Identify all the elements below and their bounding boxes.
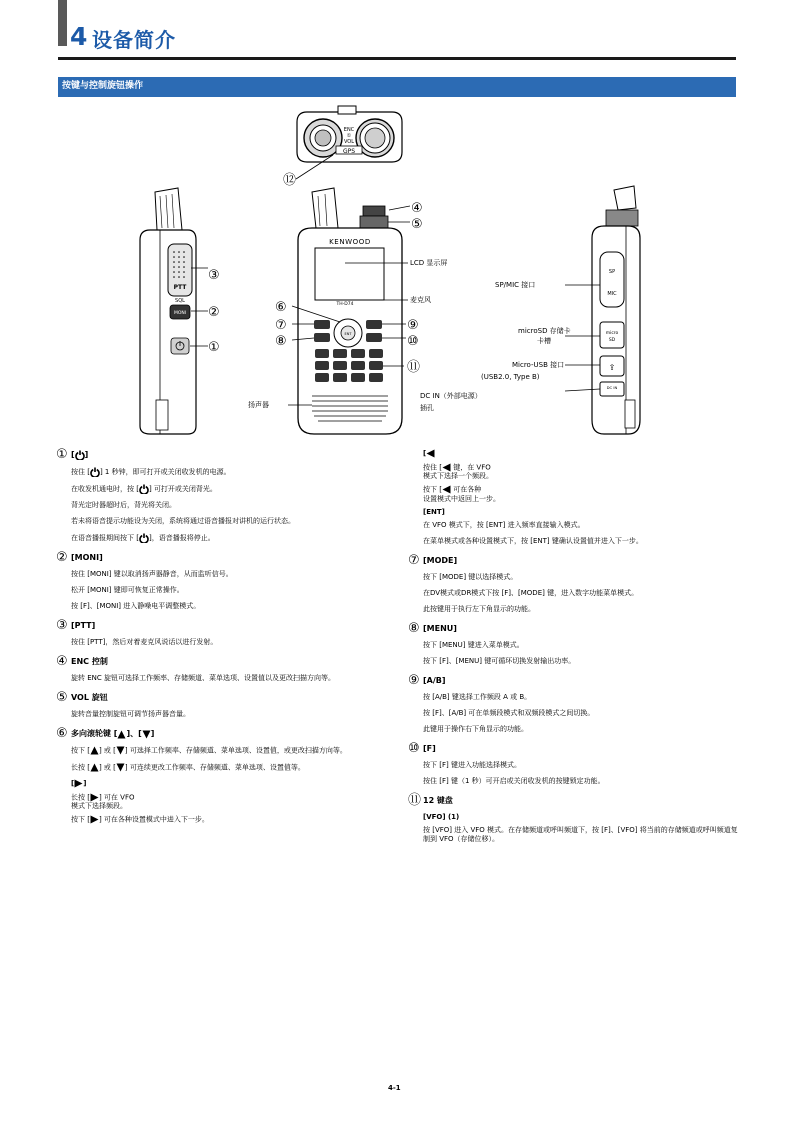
section-bar <box>58 77 736 97</box>
callout-3: ③ <box>208 268 220 283</box>
item-5-text-1: 旋转音量控制旋钮可调节扬声器音量。 <box>71 710 190 718</box>
item-10-text-1: 按下 [F] 键进入功能选择模式。 <box>423 760 521 769</box>
microphone-label: 麦克风 <box>410 296 431 304</box>
triangle-down-icon <box>142 730 151 739</box>
section-title: 按键与控制旋钮操作 <box>62 81 144 91</box>
item-1-text-3: 背光定时器超时后，背光将关闭。 <box>71 501 176 509</box>
item-1-text-5: 在语音播报期间按下 [ ]，语音播报将停止。 <box>71 534 215 542</box>
item-6-text-4: 按下 [ ] 可在各种设置模式中进入下一步。 <box>71 815 209 824</box>
moni-label: MONI <box>173 311 187 316</box>
triangle-up-icon <box>90 763 99 772</box>
item-9-heading: ⑨ [A/B] <box>408 672 446 688</box>
callout-11: ⑪ <box>407 360 421 375</box>
item-9-text-2: 按 [F]、[A/B] 可在单频段模式和双频段模式之间切换。 <box>423 708 595 717</box>
item-8-text-2: 按下 [F]、[MENU] 键可循环切换发射输出功率。 <box>423 656 576 665</box>
callout-4: ④ <box>411 201 423 216</box>
triangle-down-icon <box>116 763 125 772</box>
item-7-heading: ⑦ [MODE] <box>408 552 458 568</box>
callout-6: ⑥ <box>275 300 287 315</box>
sql-label: SQL <box>175 298 185 304</box>
model-label: TH-D74 <box>336 302 354 307</box>
triangle-right-icon <box>90 793 99 802</box>
dc-jack-label: 插孔 <box>420 404 434 412</box>
item-7-text-2: 在DV模式或DR模式下按 [F]、[MODE] 键，进入数字功能菜单模式。 <box>423 588 639 597</box>
usb-icon: ⇪ <box>608 363 616 372</box>
top-ring-label: ① <box>346 133 352 139</box>
item-6-text-3: 长按 [ ] 可在 VFO 模式下选择频段。 <box>71 793 135 810</box>
microsd-slot-label-2: SD <box>608 338 616 343</box>
right-column <box>408 446 743 851</box>
power-icon <box>90 467 100 477</box>
power-icon <box>75 450 85 460</box>
item-2-text-1: 按住 [MONI] 键以取消扬声器静音，从而监听信号。 <box>71 570 233 578</box>
callout-8: ⑧ <box>275 334 287 349</box>
microsd-slot-label-1: micro <box>605 331 619 336</box>
item-11-text-1: 按 [VFO] 进入 VFO 模式。在存储频道或呼叫频道下，按 [F]、[VFO] 将当前的存储频道或呼叫频道复制到 VFO（存储位移）。 <box>423 825 738 843</box>
callout-7: ⑦ <box>275 318 287 333</box>
item-2-text-3: 按 [F]、[MONI] 进入静噪电平调整模式。 <box>71 602 201 610</box>
triangle-up-icon <box>90 746 99 755</box>
micro-usb-label: Micro-USB 接口 <box>512 361 565 369</box>
power-icon <box>139 484 149 494</box>
item-6-text-1: 按下 [ ] 或 [ ] 可选择工作频率、存储频道、菜单选项、设置值，或更改扫描方向等。 <box>71 746 347 755</box>
item-5-heading: ⑤ VOL 旋钮 <box>56 690 108 705</box>
callout-9: ⑨ <box>407 318 419 333</box>
item-6-text-2: 长按 [ ] 或 [ ] 可连续更改工作频率、存储频道、菜单选项、设置值等。 <box>71 763 305 771</box>
top-gps-label: GPS <box>342 148 356 155</box>
triangle-down-icon <box>116 746 125 755</box>
item-11-heading: ⑪ 12 键盘 <box>408 792 453 808</box>
mic-port-label: MIC <box>607 291 617 297</box>
ent-text-2: 在菜单模式或各种设置模式下，按 [ENT] 键确认设置值并进入下一步。 <box>423 536 643 545</box>
callout-2: ② <box>208 305 220 320</box>
item-1-text-4: 若未将语音提示功能设为关闭，系统将通过语音播报对讲机的运行状态。 <box>71 517 295 525</box>
item-6-right-subheading: [ ] <box>71 779 87 788</box>
top-vol-label: VOL <box>343 139 355 145</box>
item-8-text-1: 按下 [MENU] 键进入菜单模式。 <box>423 640 524 649</box>
speaker-label: 扬声器 <box>248 401 269 409</box>
chapter-rule <box>58 57 736 60</box>
item-6-left-subheading: [ <box>423 449 743 459</box>
radio-diagram <box>0 100 793 440</box>
chapter-number: 4 <box>70 22 88 51</box>
item-4-heading: ④ ENC 控制 <box>56 654 108 669</box>
dc-in-label: DC IN（外部电源） <box>420 392 482 400</box>
item-6-left-text-2: 按下 [ 可在各种 设置模式中返回上一步。 <box>423 485 500 503</box>
item-7-text-1: 按下 [MODE] 键以选择模式。 <box>423 572 518 581</box>
dcin-port-label: DC IN <box>606 385 618 390</box>
enter-key-label: ENT <box>344 332 352 336</box>
triangle-right-icon <box>90 815 99 824</box>
item-7-text-3: 此按键用于执行左下角显示的功能。 <box>423 604 535 613</box>
triangle-left-icon <box>426 449 435 458</box>
item-1-text-1: 按住 [ ] 1 秒钟，即可打开或关闭收发机的电源。 <box>71 468 231 476</box>
ent-text-1: 在 VFO 模式下，按 [ENT] 进入频率直接输入模式。 <box>423 520 585 529</box>
triangle-right-icon <box>74 779 83 788</box>
ent-subheading: [ENT] <box>423 507 445 516</box>
item-4-text-1: 旋转 ENC 旋钮可选择工作频率、存储频道、菜单选项、设置值以及更改扫描方向等。 <box>71 674 335 682</box>
sp-mic-port-label: SP/MIC 接口 <box>495 281 536 289</box>
triangle-up-icon <box>117 730 126 739</box>
top-enc-label: ENC <box>343 127 355 133</box>
item-9-text-3: 此键用于操作右下角显示的功能。 <box>423 724 528 733</box>
callout-12: ⑫ <box>283 173 297 188</box>
chapter-accent-bar <box>58 0 67 46</box>
microsd-label: microSD 存储卡 <box>518 327 571 335</box>
chapter-title: 设备简介 <box>92 28 176 52</box>
left-side-diagram <box>140 188 220 434</box>
triangle-left-icon <box>442 463 451 472</box>
top-view-diagram <box>283 106 402 188</box>
item-6-heading: ⑥ 多向滚轮键 [ ]、[ ] <box>56 726 155 741</box>
front-view-diagram <box>275 188 423 434</box>
item-8-heading: ⑧ [MENU] <box>408 620 457 636</box>
item-1-text-2: 在收发机通电时，按 [ ] 可打开或关闭背光。 <box>71 485 217 493</box>
lcd-display-label: LCD 显示屏 <box>410 259 448 267</box>
item-1-heading: ① [ ] <box>56 447 89 462</box>
callout-10: ⑩ <box>407 334 419 349</box>
power-icon <box>139 533 149 543</box>
item-3-heading: ③ [PTT] <box>56 618 96 633</box>
item-10-text-2: 按住 [F] 键（1 秒）可开启或关闭收发机的按键锁定功能。 <box>423 776 605 785</box>
right-side-diagram <box>565 186 640 434</box>
card-slot-label: 卡槽 <box>537 337 551 345</box>
vfo-subheading: [VFO] (1) <box>423 812 460 821</box>
ptt-label: PTT <box>173 284 187 291</box>
item-9-text-1: 按 [A/B] 键选择工作频段 A 或 B。 <box>423 692 532 701</box>
brand-label: KENWOOD <box>329 238 371 246</box>
usb-spec-label: (USB2.0, Type B) <box>481 373 540 381</box>
triangle-left-icon <box>442 485 451 494</box>
item-2-heading: ② [MONI] <box>56 550 103 565</box>
callout-5: ⑤ <box>411 217 423 232</box>
sp-port-label: SP <box>608 269 616 275</box>
callout-1: ① <box>208 340 220 355</box>
item-2-text-2: 松开 [MONI] 键即可恢复正常操作。 <box>71 586 184 594</box>
page-number: 4-1 <box>388 1084 401 1092</box>
left-column <box>56 446 391 832</box>
item-6-left-text-1: 按住 [ 键，在 VFO 模式下选择一个频段。 <box>423 463 493 480</box>
item-3-text-1: 按住 [PTT]，然后对着麦克风说话以进行发射。 <box>71 638 218 646</box>
item-10-heading: ⑩ [F] <box>408 740 436 756</box>
